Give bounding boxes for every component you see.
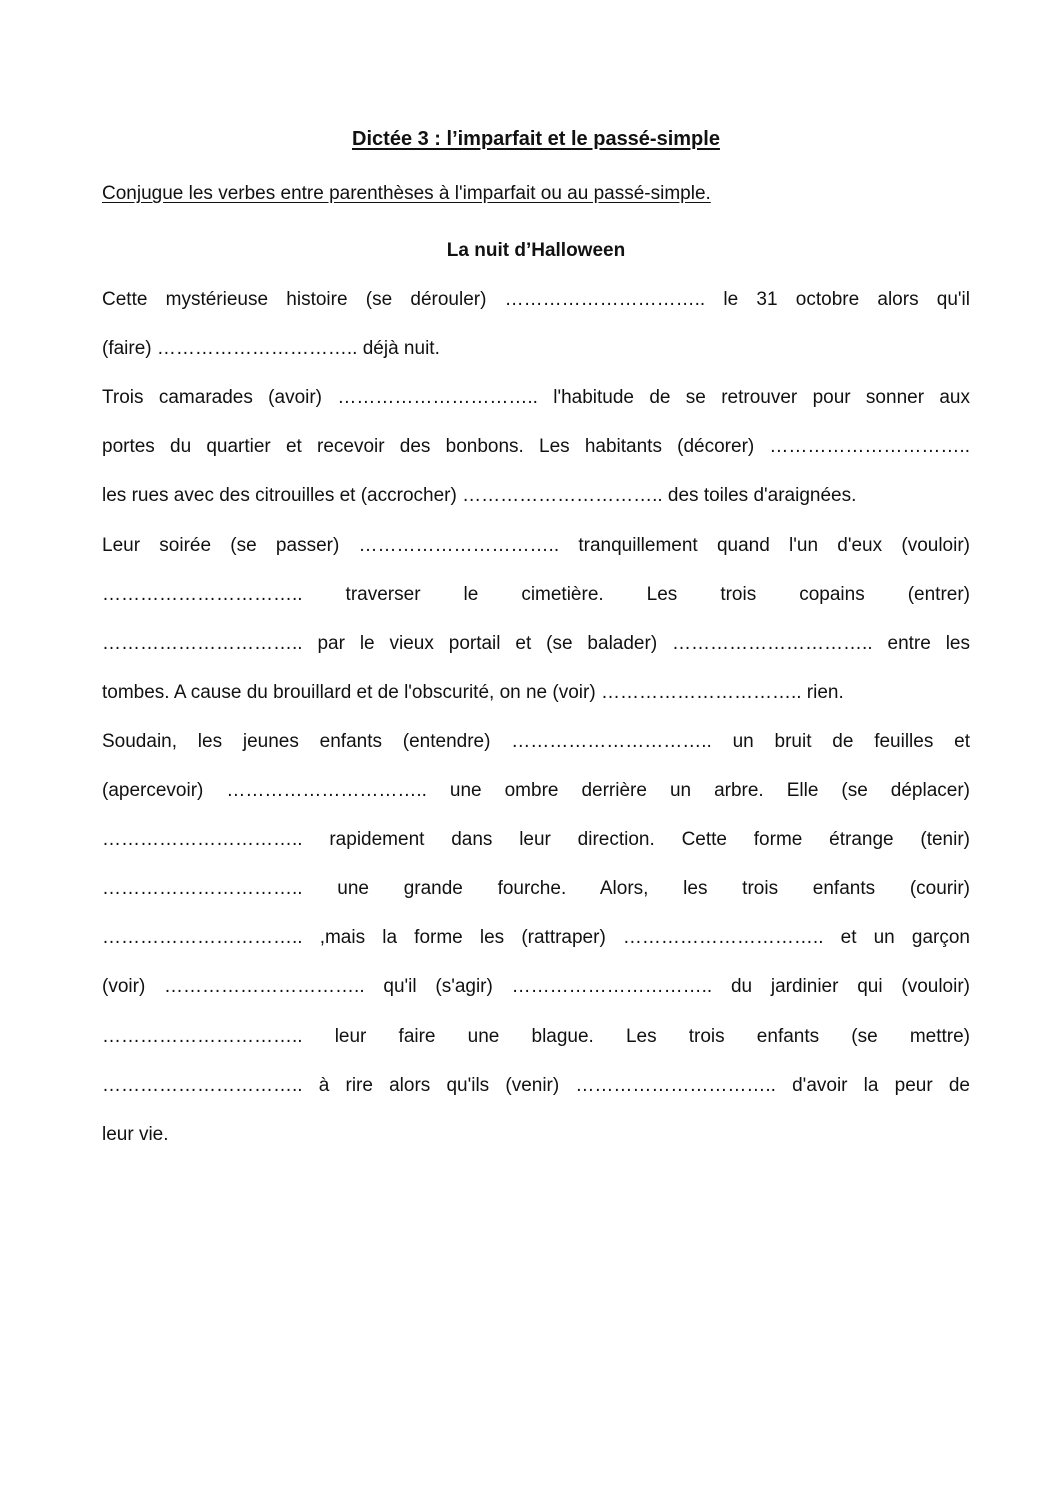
- story-line: tombes. A cause du brouillard et de l'obscurité, on ne (voir) ………………………….. rien.: [102, 681, 844, 703]
- story-line: ………………………….. leur faire une blague. Les trois enfants (se mettre): [102, 1025, 970, 1047]
- story-line: Trois camarades (avoir) ………………………….. l'habitude de se retrouver pour sonner aux: [102, 387, 970, 409]
- story-line: ………………………….. une grande fourche. Alors, les trois enfants (courir): [102, 878, 970, 900]
- instruction-text: Conjugue les verbes entre parenthèses à l'imparfait ou au passé-simple.: [102, 183, 711, 204]
- story-line: ………………………….. à rire alors qu'ils (venir) ………………………….. d'avoir la peur de: [102, 1074, 970, 1096]
- story-line: Soudain, les jeunes enfants (entendre) ………………………….. un bruit de feuilles et: [102, 730, 970, 752]
- story-line: ………………………….. rapidement dans leur direction. Cette forme étrange (tenir): [102, 829, 970, 851]
- story-line: leur vie.: [102, 1123, 169, 1145]
- story-title: La nuit d’Halloween: [446, 240, 626, 261]
- story-line: Leur soirée (se passer) ………………………….. tranquillement quand l'un d'eux (vouloir): [102, 534, 970, 556]
- story-line: ………………………….. traverser le cimetière. Les trois copains (entrer): [102, 583, 970, 605]
- story-line: ………………………….. par le vieux portail et (se balader) ………………………….. entre les: [102, 632, 970, 654]
- page-title: Dictée 3 : l’imparfait et le passé-simple: [352, 128, 720, 150]
- story-line: (faire) ………………………….. déjà nuit.: [102, 338, 440, 360]
- story-line: (voir) ………………………….. qu'il (s'agir) ………………………….. du jardinier qui (vouloir): [102, 976, 970, 998]
- story-line: portes du quartier et recevoir des bonbons. Les habitants (décorer) …………………………..: [102, 436, 970, 458]
- story-line: les rues avec des citrouilles et (accrocher) ………………………….. des toiles d'araignées.: [102, 485, 857, 507]
- story-line: ………………………….. ,mais la forme les (rattraper) ………………………….. et un garçon: [102, 927, 970, 949]
- story-line: (apercevoir) ………………………….. une ombre derrière un arbre. Elle (se déplacer): [102, 780, 970, 801]
- story-line: Cette mystérieuse histoire (se dérouler) ………………………….. le 31 octobre alors qu'il: [102, 289, 970, 310]
